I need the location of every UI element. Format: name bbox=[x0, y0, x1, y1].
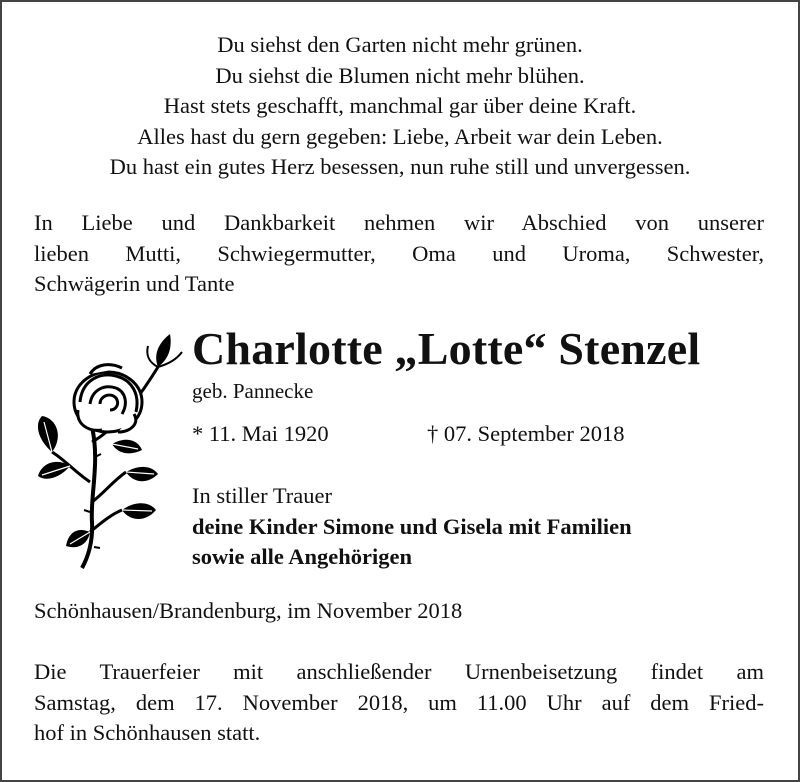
poem-line: Du siehst die Blumen nicht mehr blühen. bbox=[215, 62, 585, 88]
place-date: Schönhausen/Brandenburg, im November 2018 bbox=[34, 598, 463, 623]
rose-icon bbox=[30, 332, 190, 572]
farewell-intro bbox=[34, 208, 764, 300]
poem-line: Du hast ein gutes Herz besessen, nun ruhe still und unvergessen. bbox=[109, 154, 691, 179]
birth-name: geb. Pannecke bbox=[192, 379, 314, 403]
mourners-intro: In stiller Trauer bbox=[192, 483, 332, 508]
death-date: † 07. September 2018 bbox=[427, 421, 625, 446]
poem-line: Alles hast du gern gegeben: Liebe, Arbeit war dein Leben. bbox=[137, 123, 663, 149]
funeral-line: Die Trauerfeier mit anschließender Urnenbeisetzung findet am bbox=[34, 659, 764, 684]
mourners-line: deine Kinder Simone und Gisela mit Familien bbox=[192, 513, 632, 539]
intro-line: Schwägerin und Tante bbox=[34, 271, 235, 296]
funeral-line: hof in Schönhausen statt. bbox=[34, 720, 261, 745]
birth-date: * 11. Mai 1920 bbox=[192, 421, 329, 446]
deceased-name: Charlotte „Lotte“ Stenzel bbox=[192, 323, 701, 374]
intro-line: In Liebe und Dankbarkeit nehmen wir Abschied von unserer bbox=[34, 210, 764, 235]
intro-line: lieben Mutti, Schwiegermutter, Oma und Uroma, Schwester, bbox=[34, 240, 764, 266]
mourners-line: sowie alle Angehörigen bbox=[192, 544, 412, 569]
poem bbox=[0, 30, 800, 183]
funeral-info bbox=[34, 657, 764, 749]
mourners bbox=[192, 481, 632, 573]
poem-line: Du siehst den Garten nicht mehr grünen. bbox=[217, 32, 583, 57]
funeral-line: Samstag, dem 17. November 2018, um 11.00 Uhr auf dem Fried- bbox=[34, 689, 764, 715]
poem-line: Hast stets geschafft, manchmal gar über deine Kraft. bbox=[163, 93, 637, 118]
